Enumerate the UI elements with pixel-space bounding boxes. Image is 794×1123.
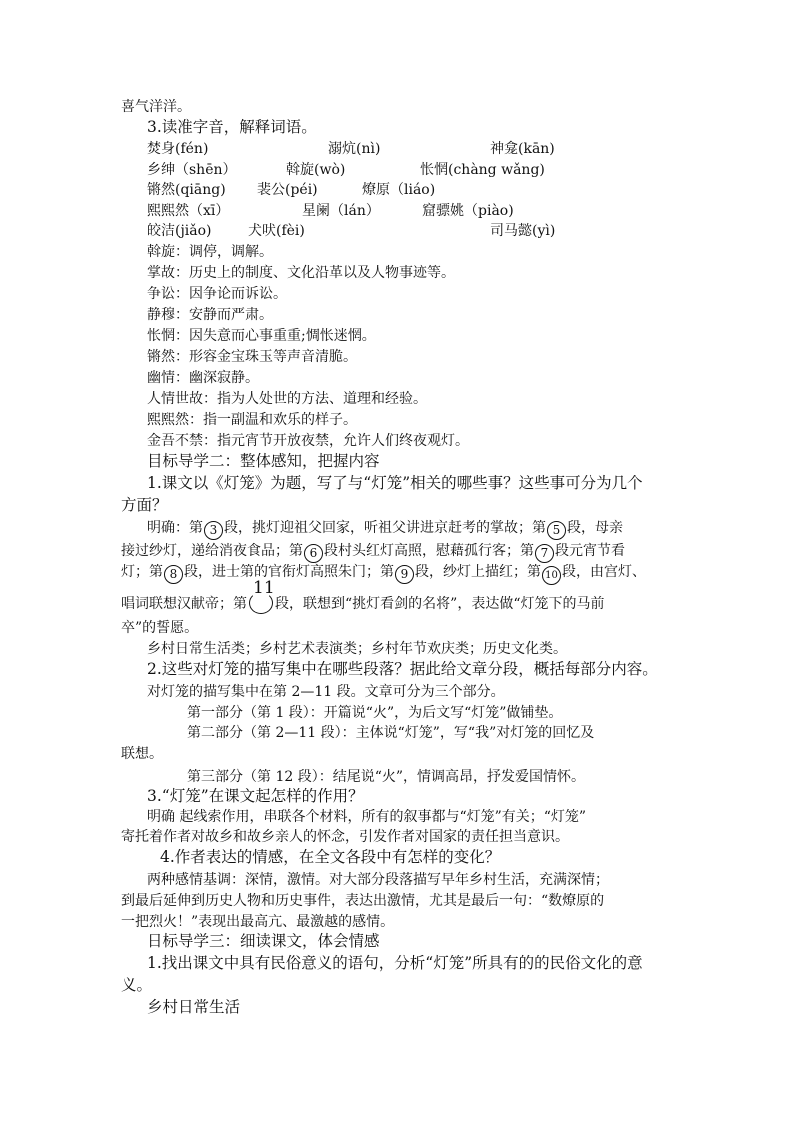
circled-number bbox=[249, 578, 275, 614]
question-1-cont: 方面？ bbox=[121, 496, 168, 514]
pinyin-row bbox=[147, 161, 545, 179]
pinyin-word: 燎原（liáo) bbox=[362, 182, 436, 198]
answer-line: 寄托着作者对故乡和故乡亲人的怀念，引发作者对国家的责任担当意识。 bbox=[121, 829, 569, 845]
pinyin-word: 窟骠姚（piào) bbox=[422, 203, 514, 219]
pinyin-word: 星阑（lán） bbox=[302, 203, 380, 219]
pinyin-word: 乡绅（shēn） bbox=[147, 162, 237, 178]
question-4: 4.作者表达的情感，在全文各段中有怎样的变化？ bbox=[160, 848, 501, 866]
answer-line: 明确 起线索作用，串联各个材料，所有的叙事都与“灯笼”有关；“灯笼” bbox=[147, 809, 587, 825]
pinyin-row bbox=[147, 222, 555, 240]
pinyin-row bbox=[147, 202, 514, 220]
question-1-cont: 义。 bbox=[121, 976, 153, 994]
pinyin-word: 溺炕(nì) bbox=[328, 141, 381, 157]
circled-number: 5 bbox=[547, 521, 566, 540]
circled-number: 6 bbox=[304, 544, 323, 563]
circled-number-text: 11 bbox=[253, 578, 275, 598]
pinyin-word: 裴公(péi) bbox=[257, 182, 318, 198]
question-1: 1.课文以《灯笼》为题，写了与“灯笼”相关的哪些事？这些事可分为几个 bbox=[147, 474, 643, 492]
pinyin-word: 熙熙然（xī） bbox=[147, 203, 230, 219]
text: 段，挑灯迎祖父回家，听祖父讲进京赶考的掌故；第 bbox=[224, 520, 546, 536]
text: 唱词联想汉献帝；第 bbox=[121, 596, 247, 612]
text: 段，母亲 bbox=[567, 520, 623, 536]
answer-line bbox=[121, 563, 646, 585]
answer-line: 一把烈火！”表现出最高亢、最激越的感情。 bbox=[121, 914, 395, 930]
text-line: 乡村日常生活 bbox=[147, 998, 241, 1016]
definition: 怅惘：因失意而心事重重;惆怅迷惘。 bbox=[147, 328, 376, 344]
answer-line: 对灯笼的描写集中在第 2—11 段。文章可分为三个部分。 bbox=[147, 684, 505, 700]
pinyin-word: 锵然(qiāng) bbox=[147, 182, 226, 198]
pinyin-row bbox=[147, 140, 555, 158]
definition: 锵然：形容金宝珠玉等声音清脆。 bbox=[147, 349, 357, 365]
answer-line: 乡村日常生活类；乡村艺术表演类；乡村年节欢庆类；历史文化类。 bbox=[147, 641, 567, 657]
circled-number: 8 bbox=[164, 565, 183, 584]
text-line: 喜气洋洋。 bbox=[121, 99, 191, 115]
text: 接过纱灯，递给消夜食品；第 bbox=[121, 543, 303, 559]
text: 段村头红灯高照，慰藉孤行客；第 bbox=[324, 543, 534, 559]
text: 段，联想到“挑灯看剑的名将”，表达做“灯笼下的马前 bbox=[275, 596, 605, 612]
pinyin-word: 怅惘(chàng wǎng) bbox=[420, 162, 545, 178]
text: 段，由宫灯、 bbox=[562, 564, 646, 580]
pinyin-word: 焚身(fén) bbox=[147, 141, 209, 157]
answer-line: 两种感情基调：深情，激情。对大部分段落描写早年乡村生活，充满深情； bbox=[147, 872, 609, 888]
definition: 幽情：幽深寂静。 bbox=[147, 370, 259, 386]
definition: 金吾不禁：指元宵节开放夜禁，允许人们终夜观灯。 bbox=[147, 433, 469, 449]
answer-line bbox=[121, 542, 625, 563]
pinyin-row bbox=[147, 181, 435, 199]
answer-line bbox=[121, 578, 605, 614]
pinyin-word: 犬吠(fèi) bbox=[248, 223, 305, 239]
answer-line: 第三部分（第 12 段）：结尾说“火”，情调高昂，抒发爱国情怀。 bbox=[187, 769, 586, 785]
circled-number: 7 bbox=[535, 544, 554, 563]
definition: 静穆：安静而严肃。 bbox=[147, 307, 273, 323]
text: 段，进士第的官衔灯高照朱门；第 bbox=[184, 564, 394, 580]
pinyin-word: 斡旋(wò) bbox=[286, 162, 346, 178]
question-3-heading: 3.读准字音，解释词语。 bbox=[147, 118, 317, 136]
definition: 掌故：历史上的制度、文化沿革以及人物事迹等。 bbox=[147, 265, 455, 281]
text: 段元宵节看 bbox=[555, 543, 625, 559]
section-heading: 目标导学二：整体感知，把握内容 bbox=[147, 452, 380, 470]
answer-line: 第二部分（第 2—11 段）：主体说“灯笼”，写“我”对灯笼的回忆及 bbox=[187, 725, 595, 741]
definition: 斡旋：调停，调解。 bbox=[147, 244, 273, 260]
pinyin-word: 皎洁(jiǎo) bbox=[147, 223, 212, 239]
text: 灯；第 bbox=[121, 564, 163, 580]
answer-line: 第一部分（第 1 段）：开篇说“火”，为后文写“灯笼”做铺垫。 bbox=[187, 705, 563, 721]
definition: 人情世故：指为人处世的方法、道理和经验。 bbox=[147, 391, 427, 407]
pinyin-word: 司马懿(yì) bbox=[490, 223, 556, 239]
answer-line: 联想。 bbox=[121, 746, 163, 762]
circled-number: 9 bbox=[395, 565, 414, 584]
definition: 熙熙然：指一副温和欢乐的样子。 bbox=[147, 412, 357, 428]
pinyin-word: 神龛(kān) bbox=[490, 141, 555, 157]
question-1: 1.找出课文中具有民俗意义的语句，分析“灯笼”所具有的的民俗文化的意 bbox=[147, 954, 643, 972]
answer-line bbox=[147, 519, 623, 540]
text: 明确：第 bbox=[147, 520, 203, 536]
question-2: 2.这些对灯笼的描写集中在哪些段落？据此给文章分段，概括每部分内容。 bbox=[147, 660, 658, 678]
text: 段，纱灯上描红；第 bbox=[415, 564, 541, 580]
section-heading: 日标导学三：细读课文，体会情感 bbox=[147, 932, 380, 950]
definition: 争讼：因争论而诉讼。 bbox=[147, 286, 287, 302]
question-3: 3.“灯笼”在课文起怎样的作用？ bbox=[147, 787, 364, 805]
circled-number: 10 bbox=[542, 566, 561, 585]
circled-number: 3 bbox=[204, 521, 223, 540]
answer-line: 到最后延伸到历史人物和历史事件，表达出激情，尤其是最后一句：“数燎原的 bbox=[121, 893, 605, 909]
answer-line: 卒”的誓愿。 bbox=[121, 620, 199, 636]
